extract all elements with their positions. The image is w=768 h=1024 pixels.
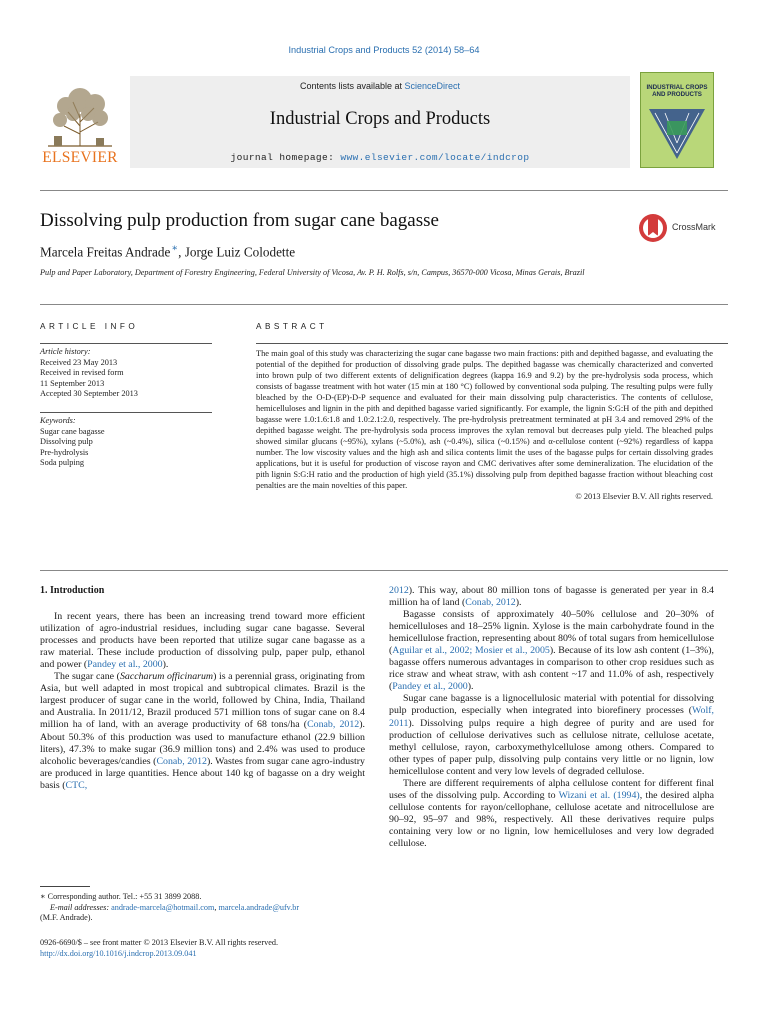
article-history <box>40 347 212 400</box>
author-list <box>40 243 295 260</box>
abstract-heading: ABSTRACT <box>256 322 328 331</box>
article-info-rule <box>40 343 212 344</box>
email-link[interactable]: andrade-marcela@hotmail.com <box>111 902 215 912</box>
citation-link[interactable]: 2012 <box>389 585 409 596</box>
paragraph: There are different requirements of alpha cellulose content for different final uses of the dissolving pulp. According to Wizani et al. (1994), the desired alpha cellulose contents for rayon/cellophane, cellulose acetate and nitrocellulose are 90–92, 95–97 and 98%, respectively. All these derivatives require pulps containing very low or no lignin, low hemicelluloses and very low degraded cellulose. <box>389 777 715 849</box>
history-item: Accepted 30 September 2013 <box>40 389 138 399</box>
paragraph: Bagasse consists of approximately 40–50% cellulose and 20–30% of hemicelluloses and 18–25% lignin. Xylose is the main carbohydrate found in the hemicellulose fraction, representing about 80% of total sugars from hemicellulose (Aguilar et al., 2002; Mosier et al., 2005). Because of its low ash content (1–3%), bagasse offers numerous advantages in comparison to other crop residues such as rice straw and wheat straw, with ash content ~17 and 11.0% of ash, respectively (Pandey et al., 2000). <box>389 609 714 693</box>
abstract-body <box>256 348 713 502</box>
abstract-text: The main goal of this study was characterizing the sugar cane bagasse two main fractions: pith and depithed bagasse, and evaluating the potential of the depithed for production of dissolving grade pulps. The depithed bagasse was chemically characterized and converted into brown pulp of two different extents of delignification degrees (kappa 16.9 and 9.2) by the pre-hydrolysis soda process, which consists of bagasse treatment with hot water (15 min at 180 °C) followed by conventional soda pulping. The resulting pulps were fully bleached by the O-D-(EP)-D-P sequence and evaluated for their main dissolving pulp characteristics. The contents of cellulose, hemicelluloses and lignin in the pith and depithed bagasse varied significantly. For example, the lignin S:G:H of the pith and depithed bagasse were 1.0:1.6:1.8 and 1.0:2.1:2.0, respectively. The pre-hydrolysis pretreatment terminated at pH 3.4 and removed 29% of the depithed bagasse weight. The pre-hydrolysis soda process improves the xylan removal but decreases pulp yield. The bleached pulps showed similar glucans (~95%), xylans (~5.0%), ash (~0.4%), silica (~0.15%) and α-cellulose content (~92%) regardless of kappa number. The low viscosity values and the high ash and silica contents limit the uses of the bagasse pulps for certain dissolving grades applications, but it is useful for production of viscose rayon and CMC derivatives after some demineralization. The elucidation of the pith lignin S:G:H ratio and the production of high yield (35.1%) dissolving pulp from depithed bagasse fraction without bleaching cost penalties are the main novelties of this paper. <box>256 349 713 490</box>
cover-art-icon <box>645 103 709 163</box>
author-name[interactable]: Marcela Freitas Andrade <box>40 244 171 260</box>
keywords-label: Keywords: <box>40 416 76 425</box>
paragraph: 2012). This way, about 80 million tons of bagasse is generated per year in 8.4 million ha of land (Conab, 2012). <box>389 585 714 609</box>
journal-header <box>40 76 720 168</box>
keywords <box>40 416 212 469</box>
author-name[interactable]: Jorge Luiz Colodette <box>184 244 296 260</box>
footnote: ∗ Corresponding author. Tel.: +55 31 3899 2088. E-mail addresses: andrade-marcela@hotmail.com, marcela.andrade@ufv.br (M.F. Andrade). <box>40 892 370 924</box>
abstract-rule <box>256 343 728 344</box>
body-divider <box>40 570 728 571</box>
keywords-rule <box>40 412 212 413</box>
contents-prefix: Contents lists available at <box>299 81 405 91</box>
email-link[interactable]: marcela.andrade@ufv.br <box>218 902 300 912</box>
sciencedirect-link[interactable]: ScienceDirect <box>404 81 461 91</box>
history-item: Received in revised form <box>40 368 124 378</box>
history-label: Article history: <box>40 347 91 356</box>
affiliation: Pulp and Paper Laboratory, Department of Forestry Engineering, Federal University of Vicosa, Av. P. H. Rolfs, s/n, Campus, 36570-000 Vicosa, Minas Gerais, Brazil <box>40 268 585 277</box>
cover-title: INDUSTRIAL CROPS AND PRODUCTS <box>646 84 708 98</box>
citation-link[interactable]: CTC, <box>65 779 88 791</box>
history-item: 11 September 2013 <box>40 378 105 388</box>
citation-link[interactable]: Pandey et al., 2000 <box>87 659 163 671</box>
author-separator: , <box>178 244 185 260</box>
contents-line <box>130 81 630 91</box>
journal-cover[interactable] <box>640 72 714 168</box>
crossmark-button[interactable] <box>638 212 728 244</box>
citation-link[interactable]: Wolf, 2011 <box>389 705 714 729</box>
issn-line: 0926-6690/$ – see front matter © 2013 Elsevier B.V. All rights reserved. <box>40 938 279 947</box>
author-initials: (M.F. Andrade). <box>40 913 93 922</box>
journal-banner <box>130 76 630 168</box>
species-name: Saccharum officinarum <box>119 671 214 683</box>
doi-link[interactable]: http://dx.doi.org/10.1016/j.indcrop.2013.09.041 <box>40 949 197 958</box>
publisher-wordmark: ELSEVIER <box>42 149 118 166</box>
keyword: Sugar cane bagasse <box>40 426 105 436</box>
abstract-copyright: © 2013 Elsevier B.V. All rights reserved. <box>575 492 713 501</box>
journal-homepage <box>130 152 630 163</box>
publication-info <box>40 937 440 959</box>
email-label: E-mail addresses: <box>50 902 112 912</box>
homepage-prefix: journal homepage: <box>230 152 341 163</box>
footnote-star: ∗ <box>40 892 46 901</box>
paragraph: The sugar cane (Saccharum officinarum) is a perennial grass, originating from Asia, but well adapted in most tropical and subtropical climates. Brazil is the largest producer of sugar cane in the world, followed by China, India, Thailand and Australia. In 2011/12, Brazil produced 571 million tons of sugar cane on 8.4 million ha of land, with an average productivity of 68 tons/ha (Conab, 2012). About 50.3% of this production was used to manufacture ethanol (22.9 billion liters), 47.3% to make sugar (36.9 million tons) and 2.4% was used to produce alcoholic beverages/candies (Conab, 2012). Wastes from sugar cane agro-industry are produced in large quantities. Hence about 140 kg of bagasse on a dry weight basis (CTC, <box>40 671 365 791</box>
section-divider <box>40 304 728 305</box>
section-heading: 1. Introduction <box>40 585 105 596</box>
article-info-heading: ARTICLE INFO <box>40 322 139 331</box>
corresponding-marker[interactable]: ∗ <box>171 243 179 254</box>
homepage-link[interactable]: www.elsevier.com/locate/indcrop <box>340 152 530 163</box>
paragraph: Sugar cane bagasse is a lignocellulosic material with potential for dissolving pulp production, especially when integrated into biorefinery processes (Wolf, 2011). Dissolving pulps require a high degree of purity and are used for production of cellulose derivatives such as cellulose nitrate, cellulose acetate, methyl cellulose, rayon, carboxymethylcellulose among others. Compared to other types of paper pulp, dissolving pulp contains very little or no lignin, low hemicellulose content and very low levels of degraded cellulose. <box>389 693 714 777</box>
body-column-right <box>389 585 714 850</box>
crossmark-label: CrossMark <box>672 222 716 232</box>
corresponding-author: Corresponding author. Tel.: +55 31 3899 2088. <box>45 892 202 901</box>
citation-link[interactable]: Conab, 2012 <box>156 755 207 767</box>
history-item: Received 23 May 2013 <box>40 357 118 367</box>
header-divider <box>40 190 728 191</box>
citation-link[interactable]: Pandey et al., 2000 <box>392 681 468 693</box>
keyword: Soda pulping <box>40 458 85 468</box>
paragraph: In recent years, there has been an increasing trend toward more efficient utilization of agro-industrial residues, including sugar cane bagasse. Several processes and products have been reported that utilize sugar cane bagasse as a raw material. These include production of dissolving pulp, paper pulp, ethanol and power (Pandey et al., 2000). <box>40 611 365 671</box>
citation-link[interactable]: Aguilar et al., 2002; Mosier et al., 2005 <box>392 645 550 657</box>
citation-link[interactable]: Wizani et al. (1994) <box>558 789 640 801</box>
keyword: Dissolving pulp <box>40 437 93 447</box>
journal-title: Industrial Crops and Products <box>269 109 491 129</box>
citation-link[interactable]: Conab, 2012 <box>465 597 516 609</box>
paper-title: Dissolving pulp production from sugar cane bagasse <box>40 210 439 231</box>
footnote-rule <box>40 886 90 887</box>
journal-citation[interactable]: Industrial Crops and Products 52 (2014) 58–64 <box>288 45 480 55</box>
keyword: Pre-hydrolysis <box>40 447 89 457</box>
citation-link[interactable]: Conab, 2012 <box>307 719 360 731</box>
body-column-left <box>40 585 365 792</box>
crossmark-icon <box>638 212 668 244</box>
